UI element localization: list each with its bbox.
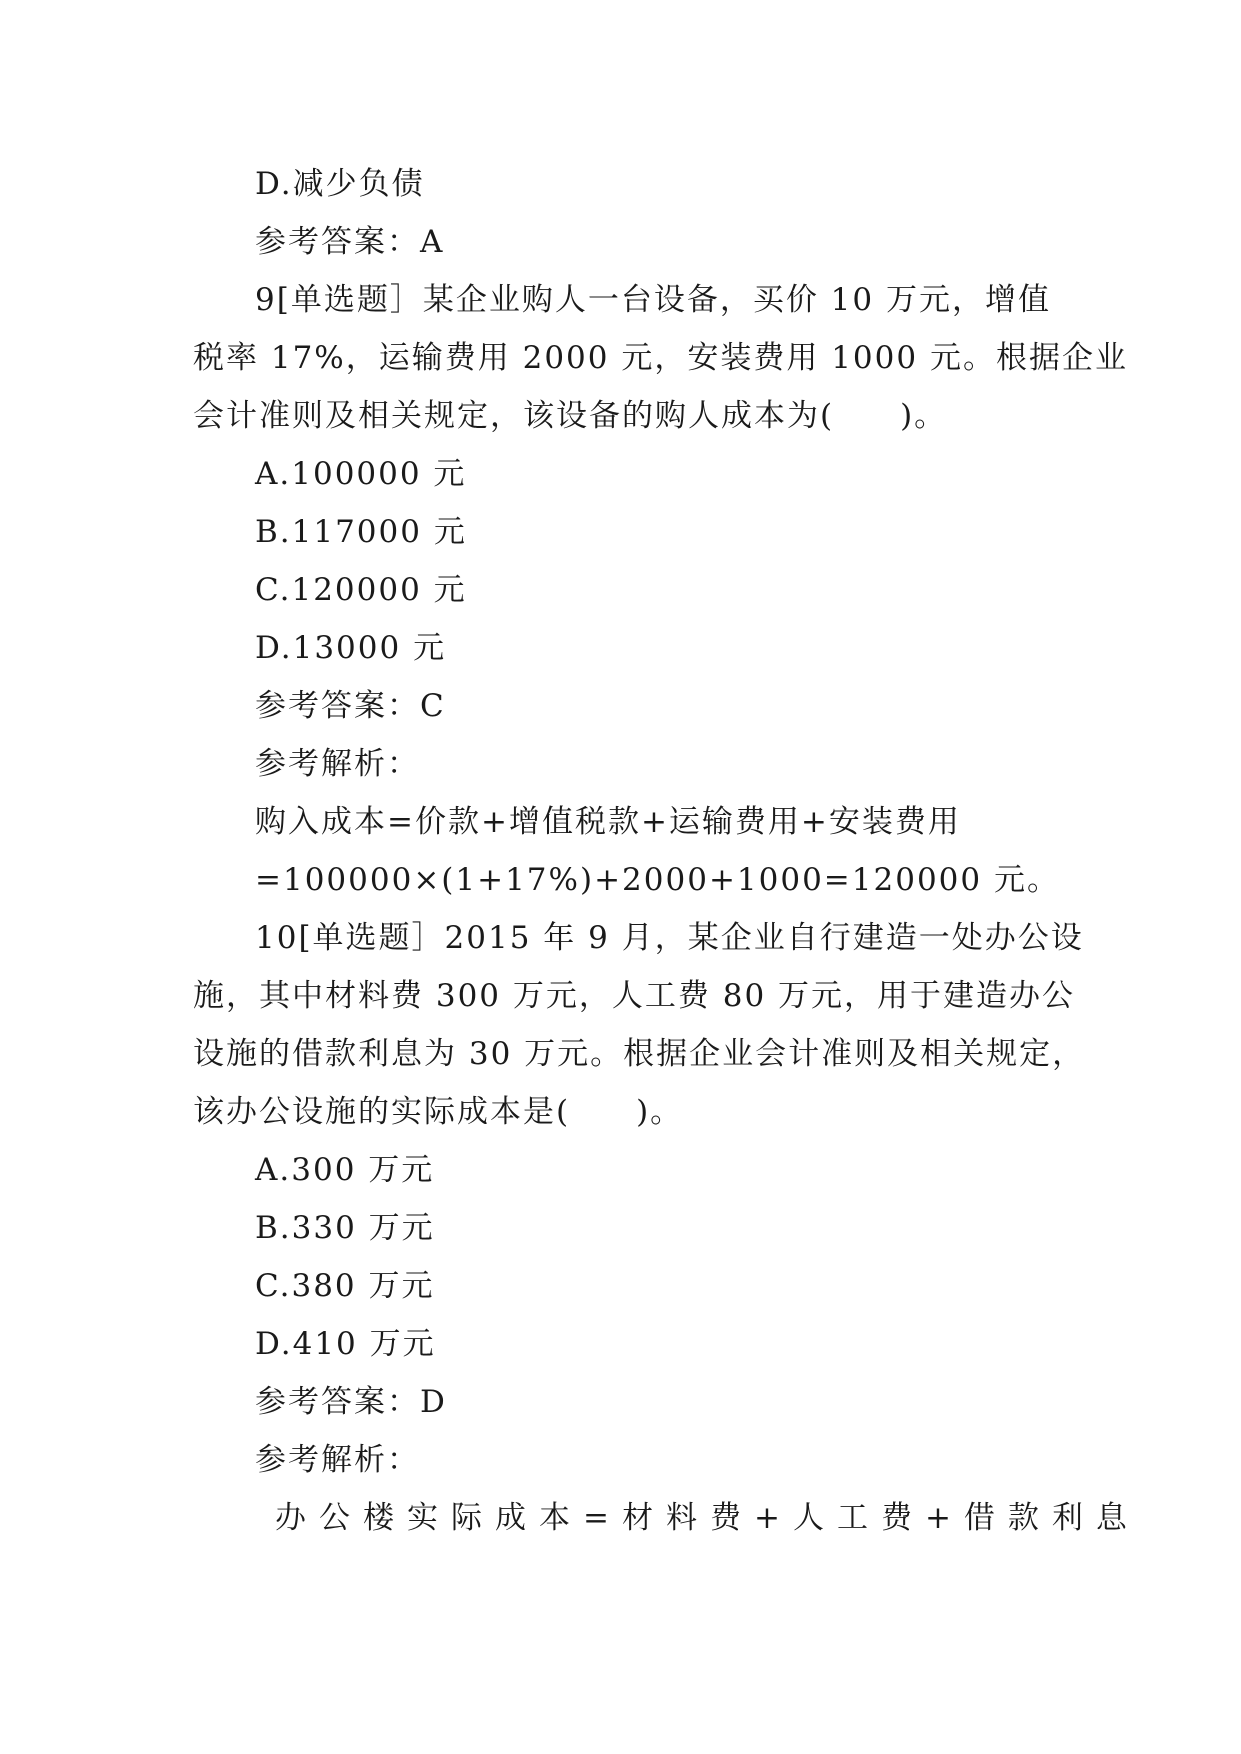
explanation-label-q9: 参考解析：	[255, 746, 420, 782]
option-d-q9: D.13000 元	[255, 630, 447, 666]
option-d-q8: D.减少负债	[255, 166, 425, 202]
option-a-q10: A.300 万元	[255, 1152, 435, 1188]
answer-q10: 参考答案：D	[255, 1384, 447, 1420]
option-b-q10: B.330 万元	[255, 1210, 435, 1246]
explanation-q9-line-1: 购入成本=价款+增值税款+运输费用+安装费用	[255, 804, 961, 840]
explanation-q10-line-1: 办公楼实际成本=材料费+人工费+借款利息	[275, 1500, 1140, 1536]
question-9-line-1: 9[单选题］某企业购人一台设备，买价 10 万元，增值	[255, 282, 1051, 318]
answer-q8: 参考答案：A	[255, 224, 445, 260]
explanation-q9-line-2: =100000×(1+17%)+2000+1000=120000 元。	[255, 862, 1060, 898]
question-10-line-1: 10[单选题］2015 年 9 月，某企业自行建造一处办公设	[255, 920, 1084, 956]
explanation-label-q10: 参考解析：	[255, 1442, 420, 1478]
answer-q9: 参考答案：C	[255, 688, 446, 724]
question-10-line-3: 设施的借款利息为 30 万元。根据企业会计准则及相关规定，	[193, 1036, 1086, 1072]
option-b-q9: B.117000 元	[255, 514, 467, 550]
option-c-q10: C.380 万元	[255, 1268, 435, 1304]
question-10-line-4: 该办公设施的实际成本是( )。	[193, 1094, 684, 1130]
option-d-q10: D.410 万元	[255, 1326, 436, 1362]
question-10-line-2: 施，其中材料费 300 万元，人工费 80 万元，用于建造办公	[193, 978, 1076, 1014]
question-9-line-3: 会计准则及相关规定，该设备的购人成本为( )。	[193, 398, 948, 434]
option-a-q9: A.100000 元	[255, 456, 467, 492]
question-9-line-2: 税率 17%，运输费用 2000 元，安装费用 1000 元。根据企业	[193, 340, 1128, 376]
option-c-q9: C.120000 元	[255, 572, 467, 608]
